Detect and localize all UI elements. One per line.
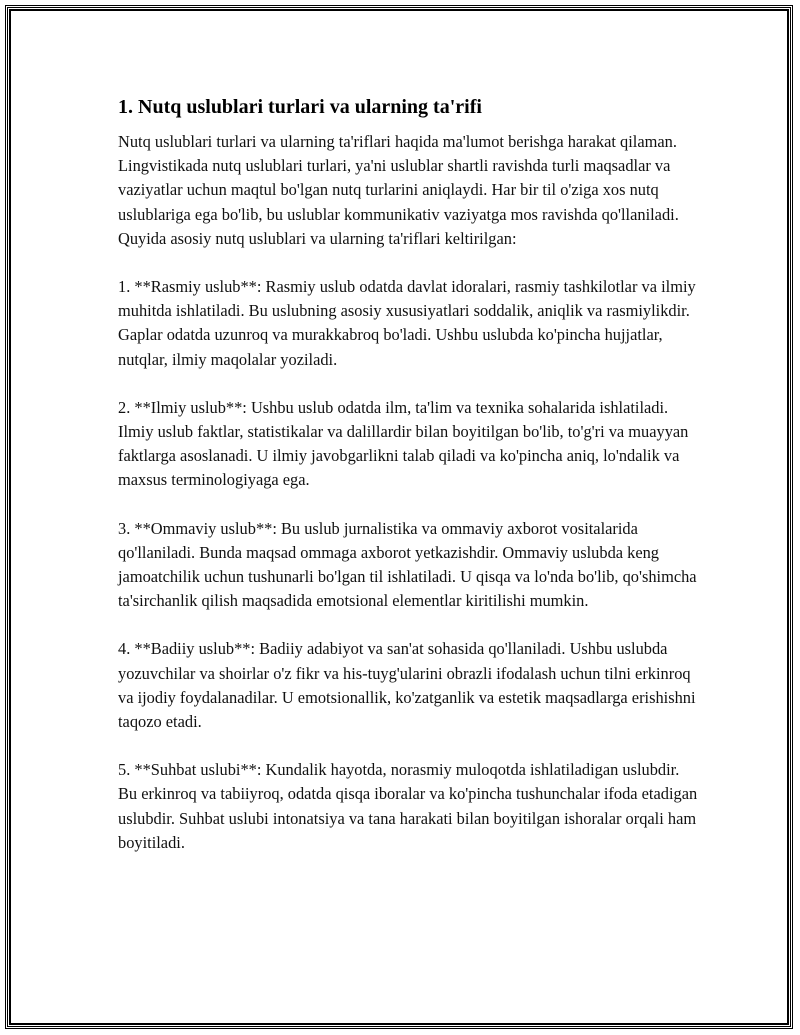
paragraph-ommaviy-uslub: 3. **Ommaviy uslub**: Bu uslub jurnalistika va ommaviy axborot vositalarida qo'llaniladi. Bunda maqsad ommaga axborot yetkazishdir. Ommaviy uslubda keng jamoatchilik uchun tushunarli bo'lgan til ishlatiladi. U qisqa va lo'nda bo'lib, qo'shimcha ta'sirchanlik qilish maqsadida emotsional elementlar kiritilishi mumkin. (118, 518, 697, 611)
paragraph-rasmiy-uslub: 1. **Rasmiy uslub**: Rasmiy uslub odatda davlat idoralari, rasmiy tashkilotlar va ilmiy muhitda ishlatiladi. Bu uslubning asosiy xususiyatlari soddalik, aniqlik va rasmiylikdir. Gaplar odatda uzunroq va murakkabroq bo'ladi. Ushbu uslubda ko'pincha hujjatlar, nutqlar, ilmiy maqolalar yoziladi. (118, 277, 696, 369)
paragraph-badiiy-uslub: 4. **Badiiy uslub**: Badiiy adabiyot va san'at sohasida qo'llaniladi. Ushbu uslubda yozuvchilar va shoirlar o'z fikr va his-tuyg'ularini obrazli ifodalash uchun tilni erkinroq va ijodiy foydalanadilar. U emotsionallik, ko'zatganlik va estetik maqsadlarga erishishni taqozo etadi. (118, 639, 696, 732)
intro-paragraph: Nutq uslublari turlari va ularning ta'riflari haqida ma'lumot berishga harakat qilaman. Lingvistikada nutq uslublari turlari, ya'ni uslublar shartli ravishda turli maqsadlar va vaziyatlar uchun maqtul bo'lgan nutq turlarini aniqlaydi. Har bir til o'ziga xos nutq uslublariga ega bo'lib, bu uslublar kommunikativ vaziyatga mos ravishda qo'llaniladi. Quyida asosiy nutq uslublari va ularning ta'riflari keltirilgan: (118, 132, 679, 248)
document-title: 1. Nutq uslublari turlari va ularning ta'rifi (118, 96, 482, 118)
document-body (118, 94, 698, 879)
paragraph-suhbat-uslubi: 5. **Suhbat uslubi**: Kundalik hayotda, norasmiy muloqotda ishlatiladigan uslubdir. Bu erkinroq va tabiiyroq, odatda qisqa iboralar va ko'pincha tushunchalar ifoda etadigan uslubdir. Suhbat uslubi intonatsiya va tana harakati bilan boyitilgan ishoralar orqali ham boyitiladi. (118, 760, 698, 852)
paragraph-ilmiy-uslub: 2. **Ilmiy uslub**: Ushbu uslub odatda ilm, ta'lim va texnika sohalarida ishlatiladi. Ilmiy uslub faktlar, statistikalar va dalillardir bilan boyitilgan bo'lib, to'g'ri va muayyan faktlarga asoslanadi. U ilmiy javobgarlikni talab qiladi va ko'pincha aniq, lo'ndalik va maxsus terminologiyaga ega. (118, 397, 689, 490)
